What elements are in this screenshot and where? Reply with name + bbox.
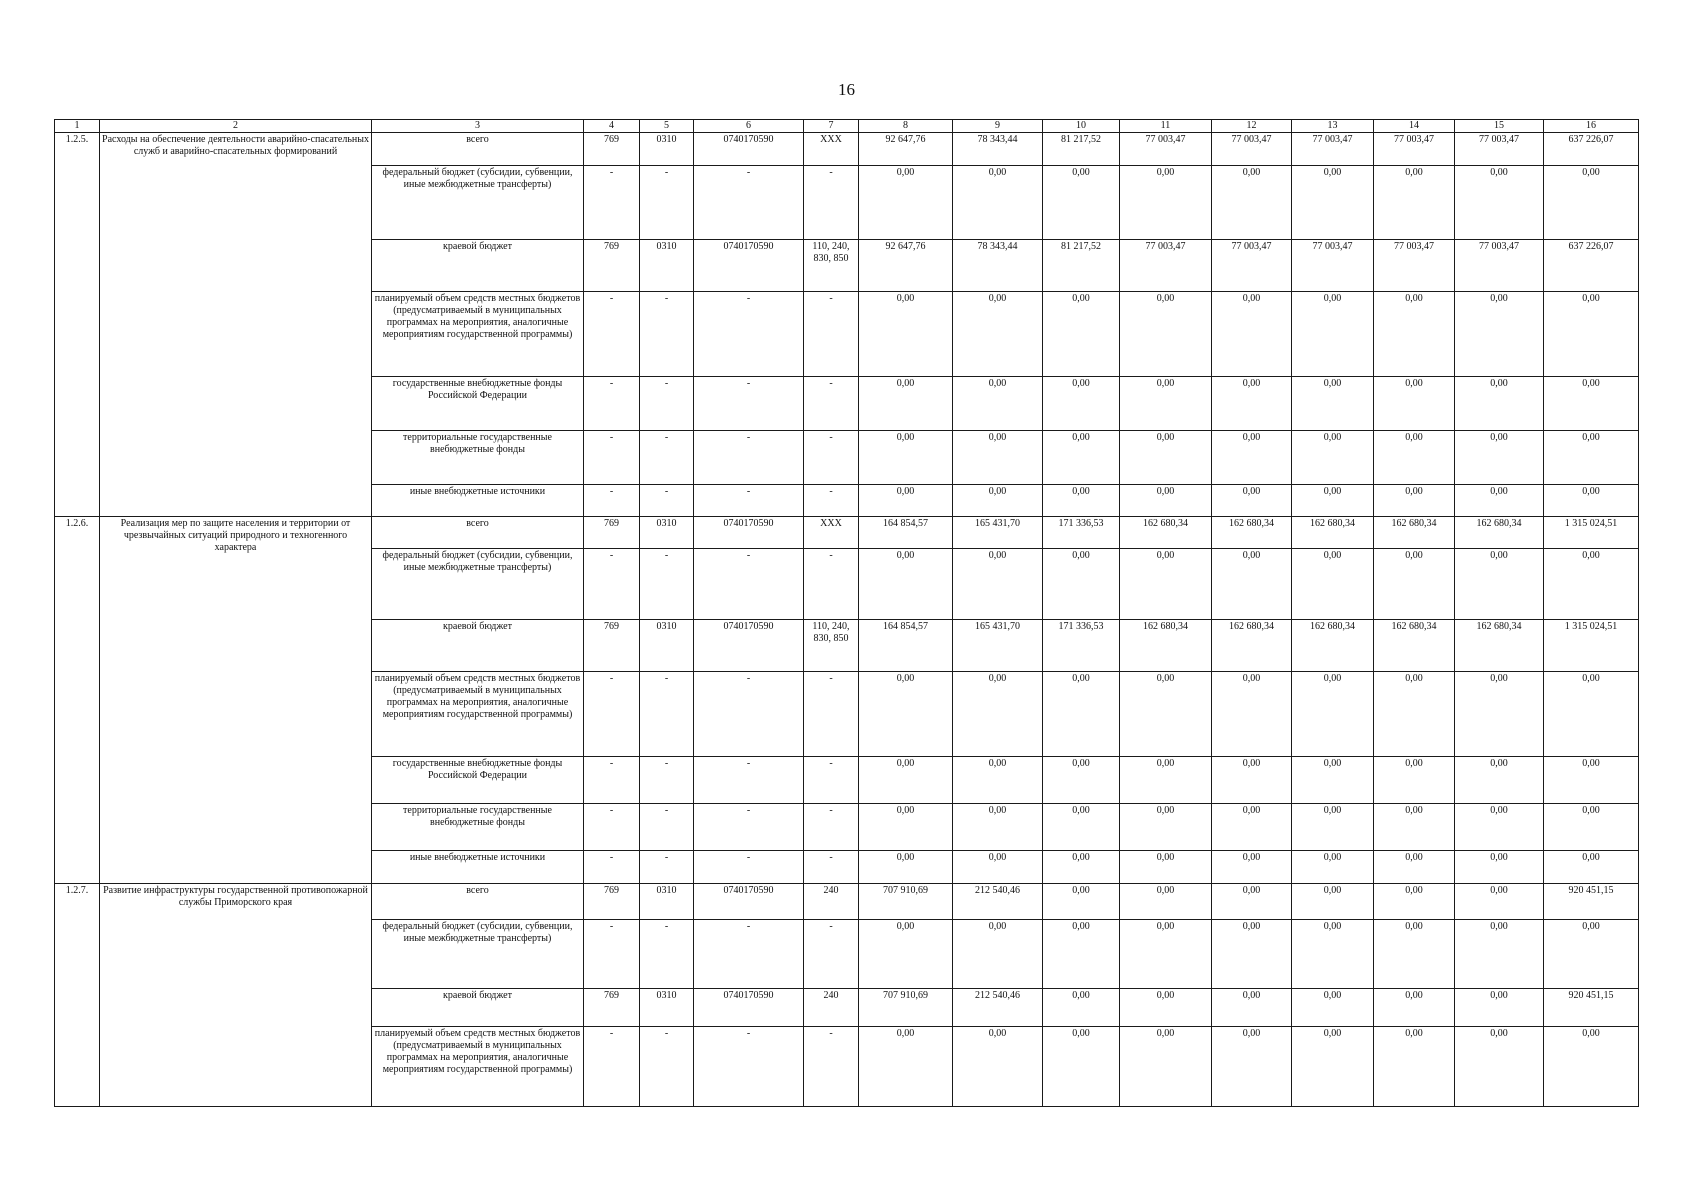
amount-cell: 0,00: [953, 672, 1043, 757]
amount-cell: 0,00: [1212, 804, 1292, 851]
column-number: 16: [1544, 120, 1639, 133]
code-cell: 0310: [640, 240, 694, 292]
code-cell: 0310: [640, 620, 694, 672]
amount-cell: 637 226,07: [1544, 133, 1639, 166]
amount-cell: 0,00: [953, 757, 1043, 804]
funding-source: иные внебюджетные источники: [372, 485, 584, 517]
amount-cell: 0,00: [1120, 166, 1212, 240]
amount-cell: 0,00: [1292, 377, 1374, 431]
amount-cell: 0,00: [1292, 549, 1374, 620]
item-name: Расходы на обеспечение деятельности аварийно-спасательных служб и аварийно-спасательных формирований: [100, 133, 372, 517]
amount-cell: 0,00: [1292, 757, 1374, 804]
column-number: 4: [584, 120, 640, 133]
amount-cell: 0,00: [859, 672, 953, 757]
code-cell: -: [804, 549, 859, 620]
code-cell: 769: [584, 240, 640, 292]
code-cell: -: [694, 549, 804, 620]
amount-cell: 0,00: [1043, 672, 1120, 757]
code-cell: ХХХ: [804, 517, 859, 549]
amount-cell: 0,00: [1043, 166, 1120, 240]
code-cell: 240: [804, 884, 859, 920]
funding-source: всего: [372, 517, 584, 549]
amount-cell: 0,00: [1120, 292, 1212, 377]
amount-cell: 0,00: [1374, 989, 1455, 1027]
amount-cell: 0,00: [1455, 920, 1544, 989]
amount-cell: 0,00: [1292, 292, 1374, 377]
column-number: 11: [1120, 120, 1212, 133]
amount-cell: 0,00: [953, 920, 1043, 989]
amount-cell: 77 003,47: [1120, 133, 1212, 166]
amount-cell: 0,00: [1043, 485, 1120, 517]
amount-cell: 707 910,69: [859, 989, 953, 1027]
amount-cell: 162 680,34: [1212, 517, 1292, 549]
amount-cell: 0,00: [1374, 549, 1455, 620]
code-cell: -: [694, 485, 804, 517]
column-number: 7: [804, 120, 859, 133]
code-cell: -: [584, 549, 640, 620]
column-number: 6: [694, 120, 804, 133]
amount-cell: 920 451,15: [1544, 989, 1639, 1027]
item-number: 1.2.6.: [55, 517, 100, 884]
column-number: 1: [55, 120, 100, 133]
code-cell: -: [694, 431, 804, 485]
amount-cell: 0,00: [859, 431, 953, 485]
amount-cell: 171 336,53: [1043, 517, 1120, 549]
amount-cell: 0,00: [1292, 989, 1374, 1027]
amount-cell: 0,00: [1374, 920, 1455, 989]
amount-cell: 0,00: [1374, 166, 1455, 240]
item-number: 1.2.7.: [55, 884, 100, 1107]
table-row: [55, 884, 1639, 920]
amount-cell: 0,00: [1544, 377, 1639, 431]
amount-cell: 0,00: [1544, 920, 1639, 989]
amount-cell: 0,00: [1120, 804, 1212, 851]
amount-cell: 0,00: [1212, 431, 1292, 485]
code-cell: -: [804, 672, 859, 757]
amount-cell: 0,00: [1544, 549, 1639, 620]
amount-cell: 0,00: [859, 1027, 953, 1107]
amount-cell: 0,00: [1043, 431, 1120, 485]
amount-cell: 0,00: [859, 292, 953, 377]
code-cell: -: [804, 292, 859, 377]
amount-cell: 81 217,52: [1043, 133, 1120, 166]
amount-cell: 171 336,53: [1043, 620, 1120, 672]
amount-cell: 0,00: [1120, 549, 1212, 620]
code-cell: -: [694, 166, 804, 240]
amount-cell: 0,00: [1043, 377, 1120, 431]
amount-cell: 0,00: [1120, 1027, 1212, 1107]
funding-source: государственные внебюджетные фонды Российской Федерации: [372, 377, 584, 431]
code-cell: -: [640, 166, 694, 240]
amount-cell: 0,00: [1292, 884, 1374, 920]
funding-source: краевой бюджет: [372, 240, 584, 292]
amount-cell: 0,00: [1292, 851, 1374, 884]
amount-cell: 0,00: [1455, 549, 1544, 620]
code-cell: 240: [804, 989, 859, 1027]
code-cell: -: [584, 377, 640, 431]
item-name: Реализация мер по защите населения и территории от чрезвычайных ситуаций природного и техногенного характера: [100, 517, 372, 884]
amount-cell: 0,00: [1455, 884, 1544, 920]
amount-cell: 707 910,69: [859, 884, 953, 920]
code-cell: -: [640, 485, 694, 517]
table-row: [55, 517, 1639, 549]
code-cell: -: [694, 672, 804, 757]
column-number-row: [55, 120, 1639, 133]
amount-cell: 0,00: [1120, 377, 1212, 431]
amount-cell: 77 003,47: [1455, 133, 1544, 166]
amount-cell: 162 680,34: [1120, 620, 1212, 672]
code-cell: -: [694, 920, 804, 989]
amount-cell: 77 003,47: [1212, 133, 1292, 166]
amount-cell: 0,00: [1455, 851, 1544, 884]
amount-cell: 0,00: [1374, 804, 1455, 851]
amount-cell: 0,00: [1374, 672, 1455, 757]
code-cell: -: [640, 851, 694, 884]
amount-cell: 0,00: [1120, 920, 1212, 989]
amount-cell: 0,00: [1374, 1027, 1455, 1107]
amount-cell: 0,00: [1043, 549, 1120, 620]
amount-cell: 0,00: [953, 431, 1043, 485]
amount-cell: 0,00: [1455, 989, 1544, 1027]
code-cell: -: [640, 377, 694, 431]
column-number: 3: [372, 120, 584, 133]
amount-cell: 637 226,07: [1544, 240, 1639, 292]
funding-source: территориальные государственные внебюджетные фонды: [372, 431, 584, 485]
column-number: 5: [640, 120, 694, 133]
code-cell: 769: [584, 133, 640, 166]
code-cell: 0740170590: [694, 517, 804, 549]
amount-cell: 0,00: [1212, 920, 1292, 989]
amount-cell: 0,00: [953, 804, 1043, 851]
amount-cell: 0,00: [1292, 166, 1374, 240]
amount-cell: 0,00: [1043, 989, 1120, 1027]
amount-cell: 0,00: [953, 377, 1043, 431]
funding-source: федеральный бюджет (субсидии, субвенции, иные межбюджетные трансферты): [372, 920, 584, 989]
code-cell: -: [640, 292, 694, 377]
amount-cell: 81 217,52: [1043, 240, 1120, 292]
amount-cell: 0,00: [1544, 804, 1639, 851]
amount-cell: 78 343,44: [953, 133, 1043, 166]
amount-cell: 0,00: [1212, 757, 1292, 804]
amount-cell: 162 680,34: [1120, 517, 1212, 549]
amount-cell: 0,00: [953, 549, 1043, 620]
funding-source: планируемый объем средств местных бюджетов (предусматриваемый в муниципальных программах на мероприятия, аналогичные мероприятиям государственной программы): [372, 292, 584, 377]
budget-table: [54, 119, 1639, 1107]
code-cell: 769: [584, 884, 640, 920]
amount-cell: 0,00: [1455, 757, 1544, 804]
code-cell: -: [640, 549, 694, 620]
code-cell: -: [804, 166, 859, 240]
amount-cell: 0,00: [1212, 884, 1292, 920]
column-number: 13: [1292, 120, 1374, 133]
code-cell: 0310: [640, 133, 694, 166]
code-cell: -: [804, 431, 859, 485]
code-cell: 0740170590: [694, 884, 804, 920]
code-cell: -: [694, 292, 804, 377]
code-cell: ХХХ: [804, 133, 859, 166]
code-cell: -: [694, 804, 804, 851]
amount-cell: 0,00: [1455, 292, 1544, 377]
amount-cell: 0,00: [1292, 672, 1374, 757]
amount-cell: 0,00: [1043, 757, 1120, 804]
code-cell: -: [804, 377, 859, 431]
amount-cell: 77 003,47: [1455, 240, 1544, 292]
amount-cell: 0,00: [1374, 431, 1455, 485]
funding-source: иные внебюджетные источники: [372, 851, 584, 884]
code-cell: -: [584, 485, 640, 517]
code-cell: 769: [584, 517, 640, 549]
amount-cell: 0,00: [1544, 851, 1639, 884]
amount-cell: 0,00: [1544, 1027, 1639, 1107]
code-cell: -: [640, 804, 694, 851]
amount-cell: 162 680,34: [1374, 620, 1455, 672]
funding-source: федеральный бюджет (субсидии, субвенции, иные межбюджетные трансферты): [372, 166, 584, 240]
amount-cell: 1 315 024,51: [1544, 620, 1639, 672]
code-cell: -: [584, 804, 640, 851]
amount-cell: 0,00: [1292, 431, 1374, 485]
table-body: [55, 120, 1639, 1107]
amount-cell: 0,00: [1544, 757, 1639, 804]
column-number: 12: [1212, 120, 1292, 133]
column-number: 2: [100, 120, 372, 133]
amount-cell: 0,00: [953, 1027, 1043, 1107]
code-cell: -: [804, 920, 859, 989]
funding-source: государственные внебюджетные фонды Российской Федерации: [372, 757, 584, 804]
code-cell: -: [804, 757, 859, 804]
amount-cell: 0,00: [1212, 1027, 1292, 1107]
code-cell: -: [694, 757, 804, 804]
amount-cell: 77 003,47: [1292, 133, 1374, 166]
code-cell: -: [804, 1027, 859, 1107]
amount-cell: 0,00: [1212, 292, 1292, 377]
amount-cell: 162 680,34: [1212, 620, 1292, 672]
amount-cell: 0,00: [1374, 851, 1455, 884]
amount-cell: 0,00: [1120, 485, 1212, 517]
amount-cell: 92 647,76: [859, 240, 953, 292]
amount-cell: 78 343,44: [953, 240, 1043, 292]
amount-cell: 0,00: [859, 804, 953, 851]
amount-cell: 0,00: [1120, 431, 1212, 485]
amount-cell: 162 680,34: [1292, 517, 1374, 549]
amount-cell: 0,00: [1043, 804, 1120, 851]
amount-cell: 77 003,47: [1212, 240, 1292, 292]
funding-source: краевой бюджет: [372, 620, 584, 672]
amount-cell: 162 680,34: [1374, 517, 1455, 549]
code-cell: -: [584, 1027, 640, 1107]
amount-cell: 0,00: [1374, 884, 1455, 920]
amount-cell: 165 431,70: [953, 517, 1043, 549]
amount-cell: 92 647,76: [859, 133, 953, 166]
amount-cell: 0,00: [1212, 549, 1292, 620]
code-cell: -: [804, 851, 859, 884]
amount-cell: 0,00: [1374, 292, 1455, 377]
code-cell: 110, 240, 830, 850: [804, 240, 859, 292]
code-cell: -: [584, 431, 640, 485]
amount-cell: 77 003,47: [1374, 133, 1455, 166]
code-cell: 0310: [640, 884, 694, 920]
funding-source: краевой бюджет: [372, 989, 584, 1027]
amount-cell: 0,00: [1544, 166, 1639, 240]
code-cell: 0740170590: [694, 989, 804, 1027]
code-cell: 0740170590: [694, 133, 804, 166]
amount-cell: 0,00: [953, 485, 1043, 517]
amount-cell: 0,00: [859, 549, 953, 620]
code-cell: -: [640, 431, 694, 485]
amount-cell: 920 451,15: [1544, 884, 1639, 920]
code-cell: -: [804, 804, 859, 851]
amount-cell: 0,00: [1544, 485, 1639, 517]
column-number: 15: [1455, 120, 1544, 133]
amount-cell: 0,00: [1455, 431, 1544, 485]
code-cell: -: [804, 485, 859, 517]
code-cell: -: [584, 292, 640, 377]
code-cell: -: [694, 1027, 804, 1107]
amount-cell: 162 680,34: [1292, 620, 1374, 672]
code-cell: -: [584, 851, 640, 884]
amount-cell: 77 003,47: [1292, 240, 1374, 292]
code-cell: -: [640, 757, 694, 804]
amount-cell: 0,00: [1292, 804, 1374, 851]
amount-cell: 0,00: [1212, 377, 1292, 431]
code-cell: -: [584, 757, 640, 804]
amount-cell: 0,00: [1544, 292, 1639, 377]
amount-cell: 165 431,70: [953, 620, 1043, 672]
amount-cell: 0,00: [1292, 920, 1374, 989]
code-cell: 110, 240, 830, 850: [804, 620, 859, 672]
amount-cell: 0,00: [1120, 989, 1212, 1027]
amount-cell: 0,00: [1544, 672, 1639, 757]
amount-cell: 0,00: [1120, 757, 1212, 804]
amount-cell: 0,00: [1120, 851, 1212, 884]
amount-cell: 0,00: [859, 377, 953, 431]
amount-cell: 162 680,34: [1455, 517, 1544, 549]
amount-cell: 0,00: [1212, 485, 1292, 517]
funding-source: территориальные государственные внебюджетные фонды: [372, 804, 584, 851]
amount-cell: 0,00: [1043, 884, 1120, 920]
code-cell: 0310: [640, 989, 694, 1027]
amount-cell: 0,00: [953, 292, 1043, 377]
amount-cell: 0,00: [1292, 1027, 1374, 1107]
amount-cell: 0,00: [1212, 672, 1292, 757]
amount-cell: 0,00: [1374, 757, 1455, 804]
code-cell: 0740170590: [694, 240, 804, 292]
code-cell: -: [584, 166, 640, 240]
amount-cell: 77 003,47: [1374, 240, 1455, 292]
code-cell: -: [640, 1027, 694, 1107]
amount-cell: 0,00: [859, 166, 953, 240]
amount-cell: 212 540,46: [953, 884, 1043, 920]
funding-source: всего: [372, 884, 584, 920]
amount-cell: 0,00: [1043, 851, 1120, 884]
amount-cell: 0,00: [953, 166, 1043, 240]
amount-cell: 0,00: [1455, 804, 1544, 851]
code-cell: -: [640, 672, 694, 757]
column-number: 8: [859, 120, 953, 133]
code-cell: -: [584, 920, 640, 989]
code-cell: -: [694, 851, 804, 884]
column-number: 9: [953, 120, 1043, 133]
table-row: [55, 133, 1639, 166]
funding-source: планируемый объем средств местных бюджетов (предусматриваемый в муниципальных программах на мероприятия, аналогичные мероприятиям государственной программы): [372, 1027, 584, 1107]
amount-cell: 164 854,57: [859, 517, 953, 549]
amount-cell: 0,00: [1374, 485, 1455, 517]
amount-cell: 0,00: [859, 920, 953, 989]
amount-cell: 0,00: [1043, 920, 1120, 989]
amount-cell: 0,00: [1212, 166, 1292, 240]
amount-cell: 0,00: [1120, 884, 1212, 920]
amount-cell: 0,00: [1455, 1027, 1544, 1107]
amount-cell: 0,00: [1455, 377, 1544, 431]
amount-cell: 0,00: [1292, 485, 1374, 517]
amount-cell: 212 540,46: [953, 989, 1043, 1027]
code-cell: -: [694, 377, 804, 431]
amount-cell: 0,00: [1043, 292, 1120, 377]
amount-cell: 0,00: [1455, 672, 1544, 757]
amount-cell: 0,00: [1544, 431, 1639, 485]
amount-cell: 164 854,57: [859, 620, 953, 672]
amount-cell: 0,00: [859, 757, 953, 804]
amount-cell: 0,00: [1455, 485, 1544, 517]
amount-cell: 0,00: [1212, 989, 1292, 1027]
amount-cell: 0,00: [859, 851, 953, 884]
amount-cell: 0,00: [1374, 377, 1455, 431]
item-name: Развитие инфраструктуры государственной противопожарной службы Приморского края: [100, 884, 372, 1107]
column-number: 10: [1043, 120, 1120, 133]
amount-cell: 162 680,34: [1455, 620, 1544, 672]
amount-cell: 77 003,47: [1120, 240, 1212, 292]
item-number: 1.2.5.: [55, 133, 100, 517]
amount-cell: 0,00: [859, 485, 953, 517]
amount-cell: 0,00: [953, 851, 1043, 884]
page-number: 16: [838, 80, 855, 99]
funding-source: всего: [372, 133, 584, 166]
funding-source: планируемый объем средств местных бюджетов (предусматриваемый в муниципальных программах на мероприятия, аналогичные мероприятиям государственной программы): [372, 672, 584, 757]
amount-cell: 0,00: [1455, 166, 1544, 240]
code-cell: 769: [584, 989, 640, 1027]
amount-cell: 0,00: [1043, 1027, 1120, 1107]
amount-cell: 0,00: [1212, 851, 1292, 884]
amount-cell: 1 315 024,51: [1544, 517, 1639, 549]
code-cell: -: [584, 672, 640, 757]
code-cell: 0310: [640, 517, 694, 549]
code-cell: 0740170590: [694, 620, 804, 672]
funding-source: федеральный бюджет (субсидии, субвенции, иные межбюджетные трансферты): [372, 549, 584, 620]
column-number: 14: [1374, 120, 1455, 133]
code-cell: -: [640, 920, 694, 989]
amount-cell: 0,00: [1120, 672, 1212, 757]
code-cell: 769: [584, 620, 640, 672]
